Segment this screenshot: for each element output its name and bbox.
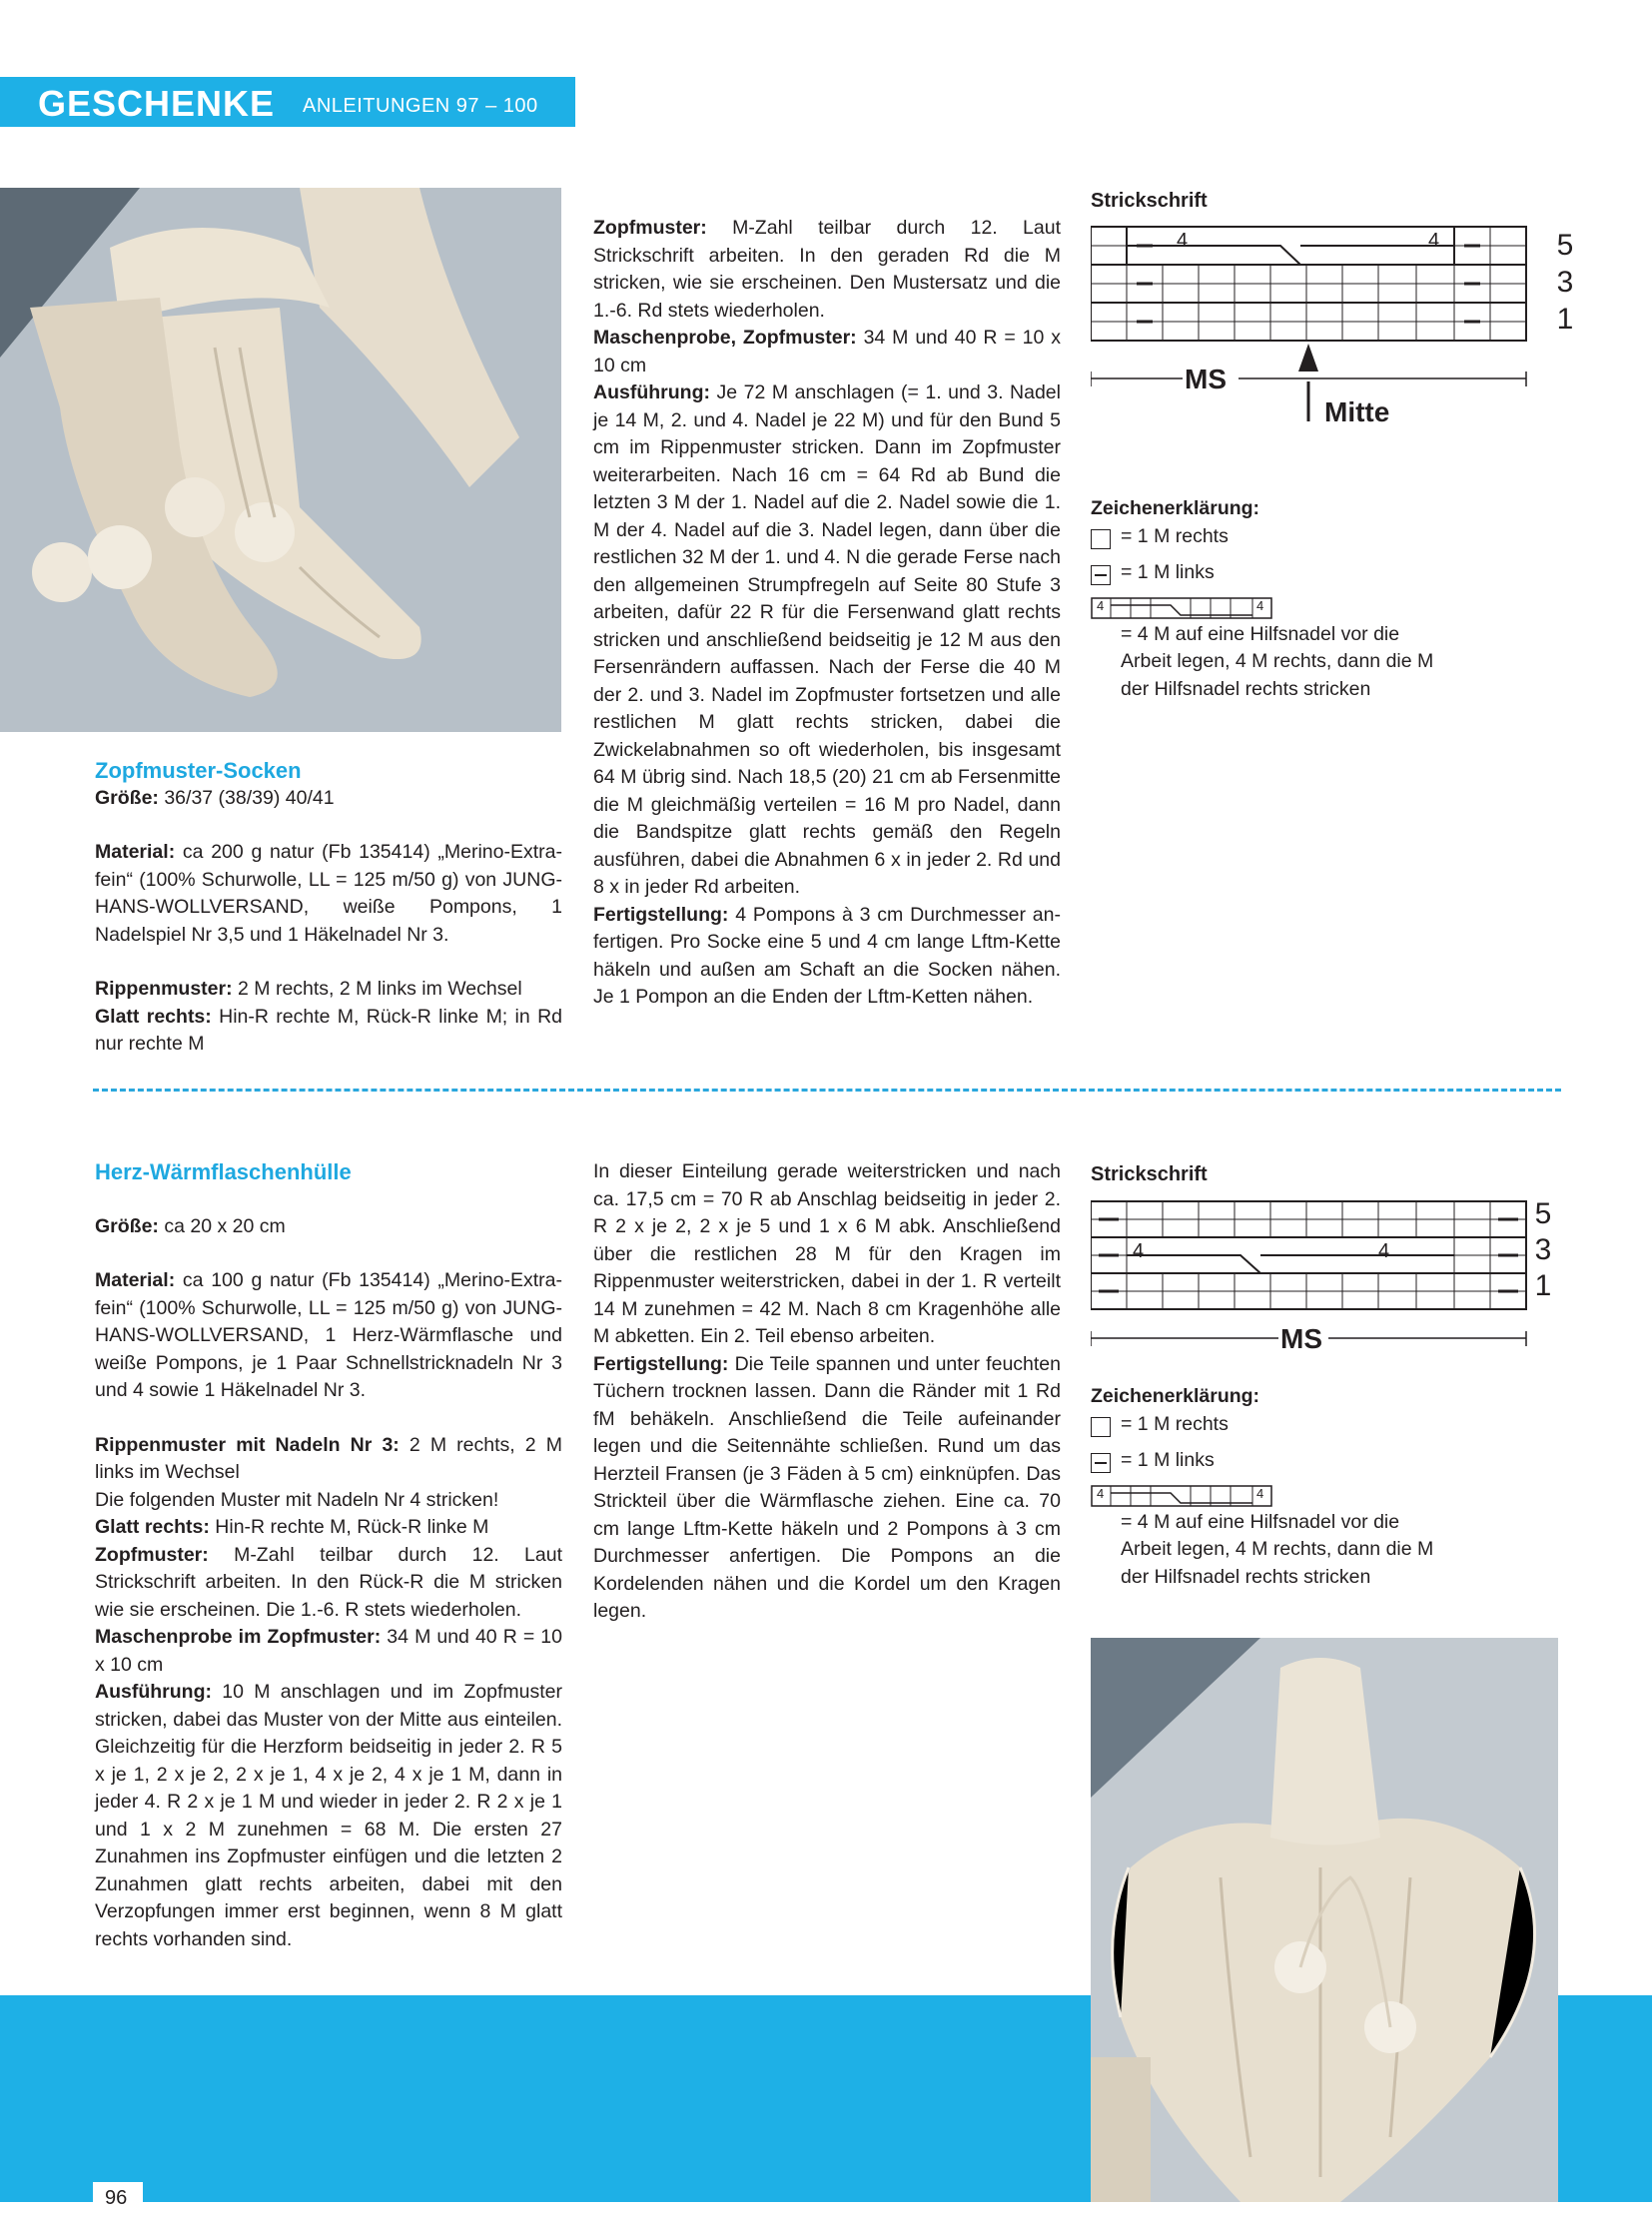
socks-gauge-label: Maschenprobe, Zopfmuster: (593, 327, 857, 349)
knit-stitch-symbol (1091, 1417, 1111, 1437)
chart1-mitte-label: Mitte (1324, 396, 1390, 427)
bottle-size-label: Größe: (95, 1214, 159, 1237)
purl-stitch-symbol (1091, 565, 1111, 585)
bottle-title: Herz-Wärmflaschenhülle (95, 1159, 352, 1184)
legend1-heading: Zeichenerklärung: (1091, 497, 1260, 519)
socks-cable-text: M-Zahl teilbar durch 12. Laut Strickschrift arbeiten. In den geraden Rd die M stricken, wie sie erscheinen. Den Mustersatz und die 1.-6. Rd stets wiederholen. (593, 217, 1061, 322)
chart2-ms-label: MS (1280, 1323, 1322, 1354)
bottle-rib-text: 2 M rechts, 2 M links im Wechsel (95, 1433, 562, 1483)
legend1-cable-text: = 4 M auf eine Hilfsnadel vor die Arbeit legen, 4 M rechts, dann die M der Hilfsnadel rechts stricken (1121, 622, 1434, 700)
bottle-gauge-text: 34 M und 40 R = 10 x 10 cm (95, 1626, 563, 1676)
legend1-k1: = 1 M rechts (1121, 524, 1229, 547)
hot-water-bottle-photo (1091, 1638, 1558, 2202)
bottle-text-col2 (593, 1158, 1061, 1626)
chart1-cell4-left: 4 (1177, 230, 1189, 252)
bottle-stock-text: Hin-R rechte M, Rück-R linke M (209, 1516, 489, 1538)
bottle-finish-label: Fertigstellung: (593, 1352, 729, 1375)
bottle-material-label: Material: (95, 1269, 176, 1291)
bottle-rib-label: Rippenmuster mit Nadeln Nr 3: (95, 1433, 400, 1456)
chart2-row-3: 3 (1534, 1233, 1552, 1266)
chart2-row-5: 5 (1534, 1197, 1552, 1230)
legend2-cable-num-left: 4 (1097, 1485, 1105, 1501)
section-title: GESCHENKE (38, 83, 276, 124)
socks-size-value: 36/37 (38/39) 40/41 (158, 786, 335, 809)
knit-stitch-symbol (1091, 529, 1111, 549)
socks-stock-label: Glatt rechts: (95, 1005, 212, 1028)
cable-symbol (1091, 1483, 1470, 1509)
chart1-row-3: 3 (1556, 266, 1574, 299)
bottle-work-continued: In dieser Einteilung gerade weiterstricken und nach ca. 17,5 cm = 70 R ab Anschlag beidseitig in jeder 2. R 2 x je 2, 2 x je 5 und 1 x 6 M abk. Anschließend über die restlichen 28 M für den Kragen im Rippenmuster weiterstricken, dabei in der 1. R verteilt 14 M zunehmen = 42 M. Nach 8 cm Kragenhöhe alle M abketten. Ein 2. Teil ebenso arbeiten. (593, 1160, 1061, 1347)
socks-size-label: Größe: (95, 786, 159, 809)
bottle-material-text: ca 100 g natur (Fb 135414) „Merino-Extrafein“ (100% Schurwolle, LL = 125 m/50 g) von JUNGHANS-WOLLVERSAND, 1 Herz-Wärmflasche und weiße Pompons, je 1 Paar Schnellstricknadeln Nr 3 und 4 sowie 1 Häkelnadel Nr 3. (95, 1269, 562, 1401)
bottle-rib-note: Die folgenden Muster mit Nadeln Nr 4 stricken! (95, 1488, 499, 1511)
chart1-ms-label: MS (1185, 364, 1227, 394)
socks-text-col1 (95, 757, 562, 1059)
page-number: 96 (105, 2187, 128, 2209)
socks-work-text: Je 72 M anschlagen (= 1. und 3. Nadel je 14 M, 2. und 4. Nadel je 22 M) und für den Bund 5 cm im Rippenmuster stricken. Dann im Zopfmuster weiterarbeiten. Nach 16 cm = 64 Rd ab Bund die letzten 3 M der 1. Nadel auf die 2. Nadel sowie die 1. M der 4. Nadel auf die 3. Nadel legen, dann über die restlichen 32 M der 1. und 4. N die gerade Ferse nach den allgemeinen Strumpfregeln auf Seite 80 Stufe 3 arbeiten, dafür 22 R für die Fersenwand glatt rechts stricken und anschließend beidseitig je 12 M aus den Fersenrändern auffassen. Nach der Ferse die 40 M der 2. und 3. Nadel im Zopfmuster fortsetzen und alle restlichen M glatt rechts stricken, dabei die Zwickelabnahmen so oft wiederholen, bis insgesamt 64 M übrig sind. Nach 18,5 (20) 21 cm ab Fersenmitte die M gleichmäßig verteilen = 16 M pro Nadel, dann die Bandspitze glatt rechts gemäß den Regeln ausführen, dabei die Abnahmen 6 x in jeder 2. Rd und 8 x in jeder Rd arbeiten. (593, 381, 1061, 898)
socks-finish-label: Fertigstellung: (593, 903, 729, 926)
cable-symbol (1091, 595, 1470, 621)
legend2-k1: = 1 M rechts (1121, 1412, 1229, 1435)
legend1 (1091, 495, 1470, 703)
chart2-cell4-left: 4 (1133, 1240, 1145, 1262)
legend2 (1091, 1383, 1470, 1591)
section-subtitle: ANLEITUNGEN 97 – 100 (303, 95, 538, 117)
socks-text-col2 (593, 215, 1061, 1012)
socks-finish-text: 4 Pompons à 3 cm Durchmesser anfertigen. Pro Socke eine 5 und 4 cm lange Lftm-Kette häkeln und außen am Schaft an die Socken nähen. Je 1 Pompon an die Enden der Lftm-Ketten nähen. (593, 903, 1061, 1008)
purl-stitch-symbol (1091, 1453, 1111, 1473)
legend2-p1: = 1 M links (1121, 1448, 1215, 1471)
socks-title: Zopfmuster-Socken (95, 758, 302, 783)
bottle-text-col1 (95, 1158, 562, 1953)
socks-material-text: ca 200 g natur (Fb 135414) „Merino-Extrafein“ (100% Schurwolle, LL = 125 m/50 g) von JUNGHANS-WOLLVERSAND, weiße Pompons, 1 Nadelspiel Nr 3,5 und 1 Häkelnadel Nr 3. (95, 841, 562, 946)
socks-photo (0, 188, 561, 732)
bottle-work-label: Ausführung: (95, 1681, 212, 1703)
bottle-size-value: ca 20 x 20 cm (158, 1214, 286, 1237)
socks-material-label: Material: (95, 841, 176, 863)
socks-rib-text: 2 M rechts, 2 M links im Wechsel (232, 978, 522, 1000)
chart1-heading: Strickschrift (1091, 190, 1208, 212)
bottle-finish-text: Die Teile spannen und unter feuchten Tüchern trocknen lassen. Dann die Ränder mit 1 Rd fM behäkeln. Anschließend die Teile aufeinander legen und die Seitennähte schließen. Rund um das Herzteil Fransen (je 3 Fäden à 5 cm) einknüpfen. Das Strickteil über die Wärmflasche ziehen. Eine ca. 70 cm lange Lftm-Kette häkeln und 2 Pompons à 3 cm Durchmesser anfertigen. Die Pompons an die Kordelenden nähen und die Kordel um den Kragen legen. (593, 1352, 1061, 1622)
chart1 (1091, 222, 1530, 427)
legend1-cable-num-right: 4 (1256, 597, 1264, 613)
socks-rib-label: Rippenmuster: (95, 978, 233, 1000)
legend2-cable-text: = 4 M auf eine Hilfsnadel vor die Arbeit legen, 4 M rechts, dann die M der Hilfsnadel rechts stricken (1121, 1510, 1434, 1588)
chart2-heading: Strickschrift (1091, 1163, 1208, 1185)
bottle-cable-text: M-Zahl teilbar durch 12. Laut Strickschrift arbeiten. In den Rück-R die M stricken wie sie erscheinen. Die 1.-6. R stets wiederholen. (95, 1543, 562, 1621)
chart2-cell4-right: 4 (1378, 1240, 1390, 1262)
legend1-cable-num-left: 4 (1097, 597, 1105, 613)
bottle-stock-label: Glatt rechts: (95, 1516, 210, 1538)
legend1-p1: = 1 M links (1121, 560, 1215, 583)
socks-work-label: Ausführung: (593, 381, 710, 403)
bottle-cable-label: Zopfmuster: (95, 1543, 209, 1566)
chart1-cell4-right: 4 (1428, 230, 1440, 252)
bottle-work-text: 10 M anschlagen und im Zopfmuster stricken, dabei das Muster von der Mitte aus einteilen. Gleichzeitig für die Herzform beidseitig in jeder 2. R 5 x je 1, 2 x je 2, 2 x je 1, 4 x je 2, 4 x je 1 M, dann in jeder 4. R 2 x je 1 M und wieder in jeder 2. R 2 x je 1 und 1 x 2 M zunehmen = 68 M. Die ersten 27 Zunahmen ins Zopfmuster einfügen und die letzten 2 Zunahmen glatt rechts arbeiten, dabei mit den Verzopfungen immer erst beginnen, wenn 8 M glatt rechts vorhanden sind. (95, 1681, 562, 1950)
socks-stock-text: Hin-R rechte M, Rück-R linke M; in Rd nur rechte M (95, 1005, 562, 1055)
chart2-row-1: 1 (1534, 1269, 1552, 1302)
legend2-cable-num-right: 4 (1256, 1485, 1264, 1501)
chart1-row-5: 5 (1556, 229, 1574, 262)
socks-gauge-text: 34 M und 40 R = 10 x 10 cm (593, 327, 1061, 376)
bottle-gauge-label: Maschenprobe im Zopfmuster: (95, 1626, 382, 1648)
legend2-heading: Zeichenerklärung: (1091, 1385, 1260, 1407)
socks-cable-label: Zopfmuster: (593, 217, 707, 239)
section-divider (93, 1089, 1561, 1092)
chart1-row-1: 1 (1556, 303, 1574, 336)
chart2 (1091, 1196, 1530, 1356)
